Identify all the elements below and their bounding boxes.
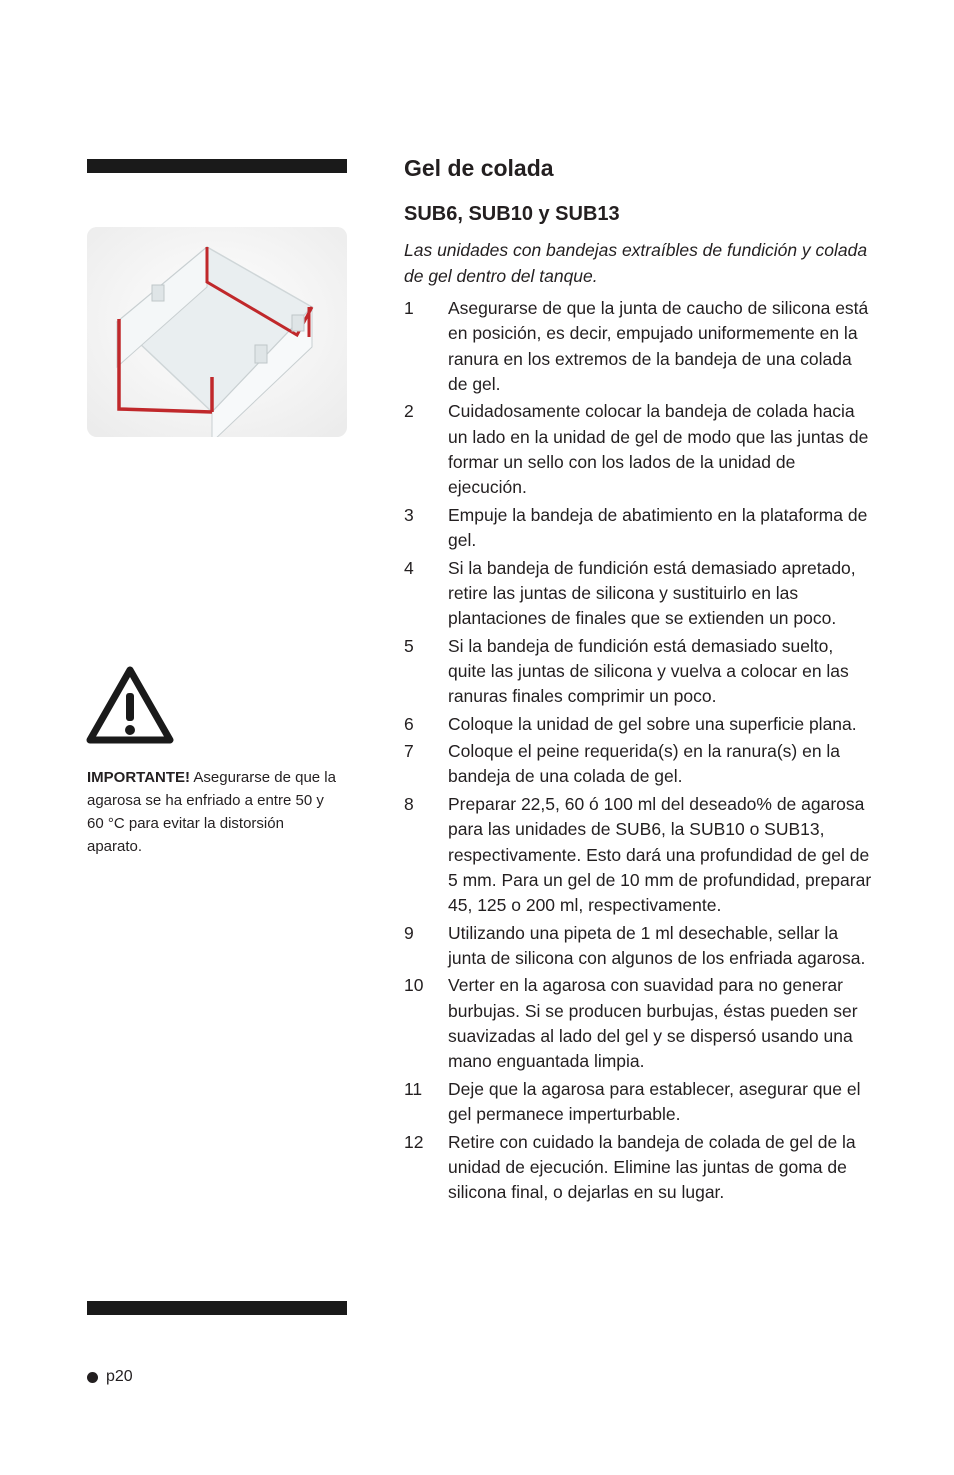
gel-tray-photo (87, 227, 347, 437)
step-number: 4 (404, 557, 414, 578)
step-number: 10 (404, 975, 424, 996)
step-text: Preparar 22,5, 60 ó 100 ml del deseado% de agarosa para las unidades de SUB6, la SUB10 o SUB13, respectivamente. Esto dará una profundidad de gel de 5 mm. Para un gel de 10 mm de profundidad, preparar 45, 125 o 200 ml, respectivamente. (448, 793, 872, 916)
step-8 (404, 792, 874, 918)
page-number: p20 (106, 1368, 133, 1385)
step-text: Coloque el peine requerida(s) en la ranura(s) en la bandeja de una colada de gel. (448, 741, 841, 787)
step-number: 5 (404, 635, 414, 656)
important-label: IMPORTANTE! (87, 769, 191, 786)
bullet-dot-icon (87, 1372, 98, 1383)
step-5 (404, 634, 874, 710)
important-text: Asegurarse de que la agarosa se ha enfriado a entre 50 y 60 °C para evitar la distorsión aparato. (87, 769, 336, 855)
step-9 (404, 921, 874, 972)
step-1 (404, 296, 874, 397)
step-number: 7 (404, 741, 414, 762)
step-number: 6 (404, 713, 414, 734)
step-2 (404, 399, 874, 500)
step-text: Si la bandeja de fundición está demasiado suelto, quite las juntas de silicona y vuelva a colocar en las ranuras finales comprimir un poco. (448, 635, 849, 707)
section-heading: Gel de colada (404, 155, 554, 181)
top-rule (87, 159, 347, 173)
step-text: Cuidadosamente colocar la bandeja de colada hacia un lado en la unidad de gel de modo que las juntas de formar un sello con los lados de la unidad de ejecución. (448, 401, 869, 498)
step-7 (404, 739, 874, 790)
step-text: Asegurarse de que la junta de caucho de silicona está en posición, es decir, empujado uniformemente en la ranura en los extremos de la bandeja de una colada de gel. (448, 298, 869, 394)
step-number: 11 (404, 1078, 423, 1099)
step-10 (404, 973, 874, 1074)
important-note (87, 766, 337, 858)
step-text: Deje que la agarosa para establecer, asegurar que el gel permanece imperturbable. (448, 1078, 861, 1125)
page-footer (87, 1368, 133, 1386)
intro-text: Las unidades con bandejas extraíbles de fundición y colada de gel dentro del tanque. (404, 240, 868, 286)
section-subheading: SUB6, SUB10 y SUB13 (404, 203, 620, 225)
step-number: 1 (404, 298, 414, 318)
step-3 (404, 503, 874, 554)
step-number: 3 (404, 504, 414, 525)
step-12 (404, 1130, 874, 1206)
step-number: 2 (404, 401, 414, 422)
step-number: 9 (404, 922, 414, 943)
step-text: Coloque la unidad de gel sobre una superficie plana. (448, 713, 857, 734)
bottom-rule (87, 1301, 347, 1315)
step-number: 8 (404, 793, 414, 814)
step-11 (404, 1077, 874, 1128)
step-text: Verter en la agarosa con suavidad para no generar burbujas. Si se producen burbujas, éstas pueden ser suavizadas al lado del gel y se dispersó usando una mano enguantada limpia. (448, 975, 858, 1072)
step-text: Retire con cuidado la bandeja de colada de gel de la unidad de ejecución. Elimine las juntas de goma de silicona final, o dejarlas en su lugar. (448, 1131, 856, 1203)
step-number: 12 (404, 1131, 424, 1152)
step-text: Si la bandeja de fundición está demasiado apretado, retire las juntas de silicona y sustituirlo en las plantaciones de finales que se extienden un poco. (448, 557, 856, 629)
warning-triangle-icon (86, 665, 174, 745)
step-text: Utilizando una pipeta de 1 ml desechable, sellar la junta de silicona con algunos de los enfriada agarosa. (448, 922, 866, 968)
step-6 (404, 712, 874, 737)
step-text: Empuje la bandeja de abatimiento en la plataforma de gel. (448, 504, 868, 551)
steps-list (404, 296, 874, 1208)
step-4 (404, 556, 874, 632)
